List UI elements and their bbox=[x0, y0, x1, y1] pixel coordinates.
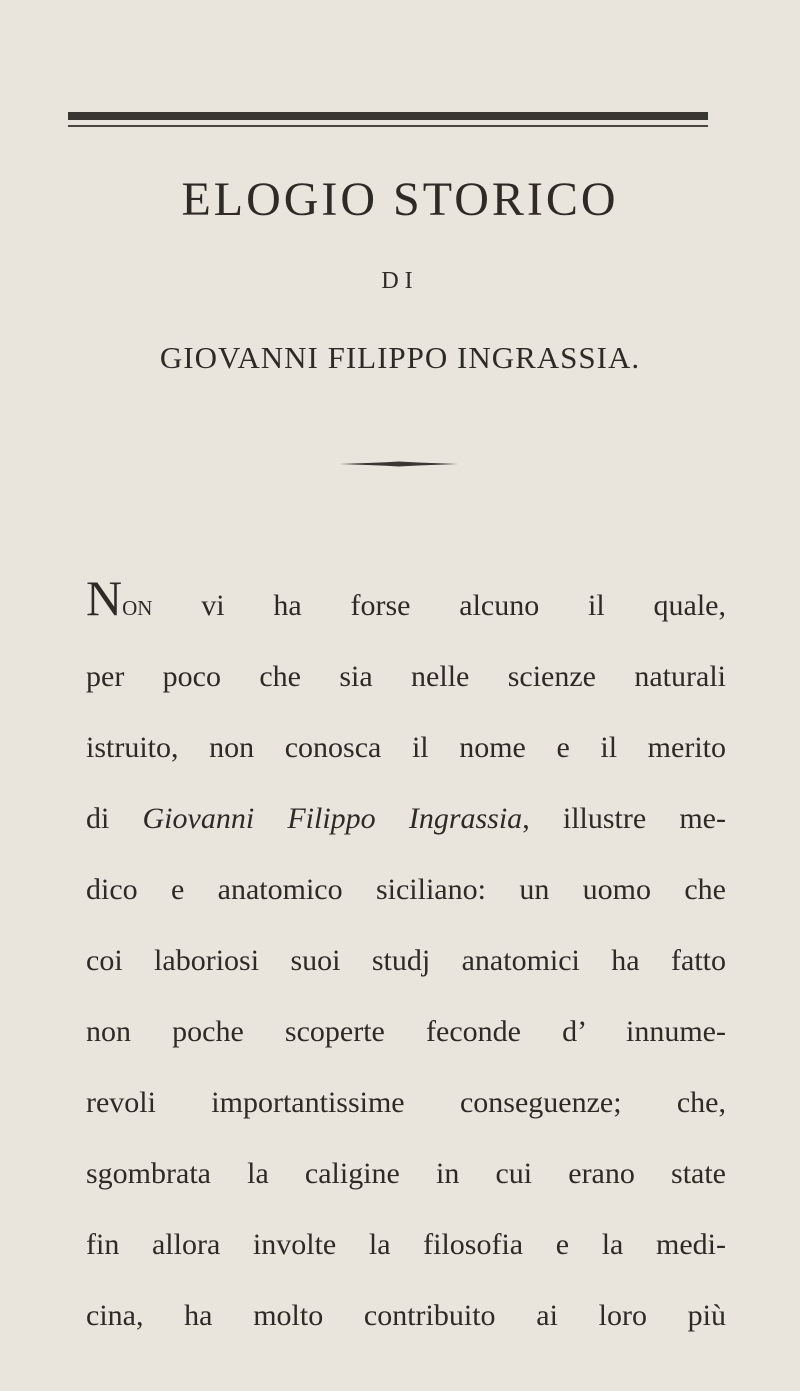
text-line: revoli importantissime conseguenze; che, bbox=[86, 1086, 726, 1119]
divider-ornament bbox=[340, 461, 458, 467]
body-text bbox=[86, 570, 726, 1351]
text-line: coi laboriosi suoi studj anatomici ha fatto bbox=[86, 944, 726, 977]
text-line: per poco che sia nelle scienze naturali bbox=[86, 660, 726, 693]
page-title: ELOGIO STORICO bbox=[181, 173, 619, 226]
text-fragment: di bbox=[86, 802, 143, 835]
text-line: sgombrata la caligine in cui erano state bbox=[86, 1157, 726, 1190]
text-line: istruito, non conosca il nome e il merito bbox=[86, 731, 726, 764]
text-line: non poche scoperte feconde d’ innume- bbox=[86, 1015, 726, 1048]
text-line bbox=[86, 783, 726, 854]
page-subtitle: GIOVANNI FILIPPO INGRASSIA. bbox=[159, 340, 641, 375]
first-line-rest: vi ha forse alcuno il quale, bbox=[152, 589, 726, 622]
text-line: cina, ha molto contribuito ai loro più bbox=[86, 1299, 726, 1332]
text-line bbox=[86, 570, 726, 641]
text-line: dico e anatomico siciliano: un uomo che bbox=[86, 873, 726, 906]
header-rule-thick bbox=[68, 112, 708, 120]
drop-cap: N bbox=[86, 570, 123, 626]
first-word-rest: on bbox=[122, 589, 153, 622]
header-rule-thin bbox=[68, 125, 708, 127]
text-fragment: , illustre me- bbox=[522, 802, 726, 835]
title-connector: DI bbox=[381, 268, 419, 294]
italic-name: Giovanni Filippo Ingrassia bbox=[142, 802, 523, 835]
text-line: fin allora involte la filosofia e la medi- bbox=[86, 1228, 726, 1261]
